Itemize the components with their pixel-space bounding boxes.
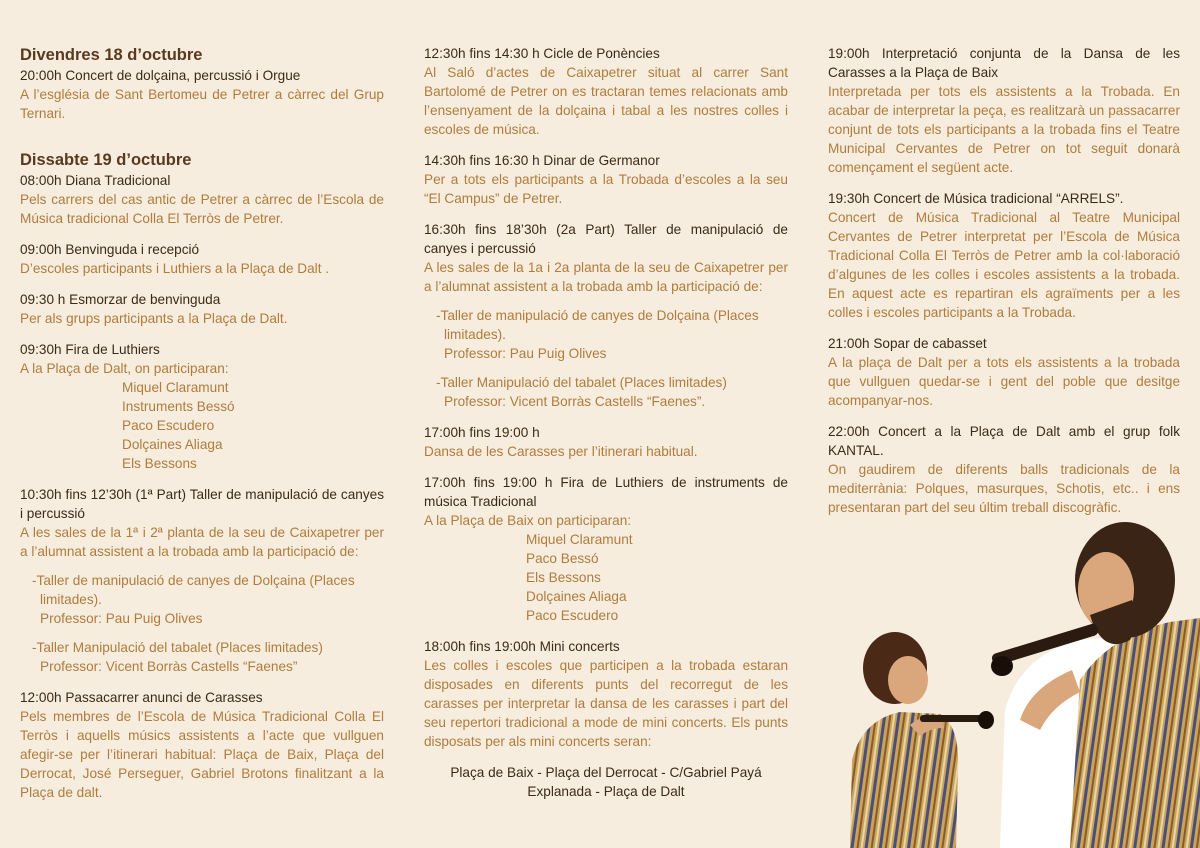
participant-list [424,530,788,625]
event-title: 09:00h Benvinguda i recepció [20,242,200,257]
event-mini-concerts [424,637,788,801]
event-workshop-part2 [424,220,788,411]
event-description: On gaudirem de diferents balls tradicionals de la mediterrània: Polques, masurques, Schotis, etc.. i ens presentaran part del seu últim treball discogràfic. [828,462,1180,515]
event-joint-dance [828,44,1180,177]
event-title: 14:30h fins 16:30 h Dinar de Germanor [424,153,660,168]
participant-list [20,378,384,473]
day-heading-saturday: Dissabte 19 d’octubre [20,151,192,169]
workshop-line: -Taller de manipulació de canyes de Dolçaina (Places [32,573,355,588]
event-description: A les sales de la 1a i 2a planta de la seu de Caixapetrer per a l’alumnat assistent a la trobada amb la participació de: [424,260,788,294]
event-description: Les colles i escoles que participen a la trobada estaran disposades en diferents punts del recorregut de les carasses per interpretar la dansa de les carasses i part del seu repertori tradicional a mode de mini concerts. Els punts disposats per als mini concerts seran: [424,658,788,749]
event-luthiers-fair [20,340,384,473]
participant-name: Paco Bessó [526,551,599,566]
workshop-professor: Professor: Pau Puig Olives [444,346,607,361]
workshop-tabalet [424,373,788,411]
participant-name: Paco Escudero [122,418,215,433]
event-title: 10:30h fins 12’30h (1ª Part) Taller de manipulació de canyes i percussió [20,487,384,521]
event-description: Pels membres de l’Escola de Música Tradicional Colla El Terròs i aquells músics assistents a l’acte que vullguen afegir-se per l’itinerari habitual: Plaça de Baix, Plaça del Derrocat, José Perseguer, Gabriel Brotons finalitzant a la Plaça de dalt. [20,709,384,800]
event-dinner [828,334,1180,410]
event-description: Dansa de les Carasses per l’itinerari habitual. [424,444,698,459]
event-organ-concert [20,66,384,123]
event-description: A les sales de la 1ª i 2ª planta de la seu de Caixapetrer per a l’alumnat assistent a la trobada amb la participació de: [20,525,384,559]
event-title: 17:00h fins 19:00 h [424,425,540,440]
event-title: 09:30h Fira de Luthiers [20,342,160,357]
participant-name: Dolçaines Aliaga [122,437,223,452]
event-title: 12:00h Passacarrer anunci de Carasses [20,690,263,705]
event-description: A la plaça de Dalt per a tots els assistents a la trobada que vullguen quedar-se i gent del poble que desitge acompanyar-nos. [828,355,1180,408]
event-title: 22:00h Concert a la Plaça de Dalt amb el grup folk KANTAL. [828,424,1180,458]
workshop-reeds [424,306,788,363]
event-description: A la Plaça de Dalt, on participaran: [20,361,229,376]
concert-points-line: Plaça de Baix - Plaça del Derrocat - C/Gabriel Payá [450,765,762,780]
event-title: 16:30h fins 18’30h (2a Part) Taller de manipulació de canyes i percussió [424,222,788,256]
event-description: Interpretada per tots els assistents a la Trobada. En acabar de interpretar la peça, es realitzarà un passacarrer conjunt de tots els participants a la trobada fins el Teatre Municipal Cervantes de Petrer on tot seguit donarà començament el següent acte. [828,84,1180,175]
event-breakfast [20,290,384,328]
workshop-reeds [20,571,384,628]
participant-name: Miquel Claramunt [526,532,633,547]
event-description: Per als grups participants a la Plaça de Dalt. [20,311,288,326]
event-lunch [424,151,788,208]
concert-points [424,763,788,801]
event-description: Concert de Música Tradicional al Teatre Municipal Cervantes de Petrer interpretat per l’Escola de Música Tradicional Colla El Terròs de Petrer amb la col·laboració d’algunes de les colles i escoles assistents a la trobada. En aquest acte es repartiran els agraïments per a les colles i escoles participants a la Trobada. [828,210,1180,320]
participant-name: Miquel Claramunt [122,380,229,395]
event-title: 19:00h Interpretació conjunta de la Dansa de les Carasses a la Plaça de Baix [828,46,1180,80]
event-description: Pels carrers del cas antic de Petrer a càrrec de l’Escola de Música tradicional Colla El Terròs de Petrer. [20,192,384,226]
event-title: 08:00h Diana Tradicional [20,173,171,188]
participant-name: Dolçaines Aliaga [526,589,627,604]
column-3 [828,44,1180,529]
event-title: 09:30 h Esmorzar de benvinguda [20,292,221,307]
boy-figure [850,632,958,848]
column-1 [20,44,384,814]
event-description: D’escoles participants i Luthiers a la Plaça de Dalt . [20,261,330,276]
event-welcome [20,240,384,278]
event-title: 19:30h Concert de Música tradicional “ARRELS”. [828,191,1124,206]
event-title: 21:00h Sopar de cabasset [828,336,987,351]
event-kantal-concert [828,422,1180,517]
workshop-professor: Professor: Pau Puig Olives [40,611,203,626]
event-arrels-concert [828,189,1180,322]
event-title: 18:00h fins 19:00h Mini concerts [424,639,620,654]
workshop-line: limitades). [444,327,506,342]
event-title: 20:00h Concert de dolçaina, percussió i Orgue [20,68,301,83]
participant-name: Paco Escudero [526,608,619,623]
participant-name: Els Bessons [122,456,197,471]
event-title: 17:00h fins 19:00 h Fira de Luthiers de instruments de música Tradicional [424,475,788,509]
workshop-line: -Taller Manipulació del tabalet (Places limitades) [436,375,727,390]
day-heading-friday: Divendres 18 d’octubre [20,46,203,64]
event-lectures [424,44,788,139]
event-diana [20,171,384,228]
event-passacarrer [20,688,384,802]
event-description: Per a tots els participants a la Trobada d’escoles a la seu “El Campus” de Petrer. [424,172,788,206]
event-title: 12:30h fins 14:30 h Cicle de Ponències [424,46,660,61]
dolcaina-players-illustration [840,520,1200,848]
workshop-professor: Professor: Vicent Borràs Castells “Faenes” [40,659,298,674]
workshop-line: -Taller Manipulació del tabalet (Places limitades) [32,640,323,655]
event-description: A l’església de Sant Bertomeu de Petrer a càrrec del Grup Ternari. [20,87,384,121]
concert-points-line: Explanada - Plaça de Dalt [527,784,685,799]
event-description: Al Saló d’actes de Caixapetrer situat al carrer Sant Bartolomé de Petrer on es tractaran temes relacionats amb l’ensenyament de la dolçaina i tabal a les nostres colles i escoles de música. [424,65,788,137]
workshop-line: limitades). [40,592,102,607]
workshop-professor: Professor: Vicent Borràs Castells “Faenes”. [444,394,706,409]
man-figure [1000,522,1200,848]
column-2 [424,44,788,813]
event-luthiers-fair-2 [424,473,788,625]
workshop-tabalet [20,638,384,676]
event-workshop-part1 [20,485,384,676]
participant-name: Instruments Bessó [122,399,235,414]
participant-name: Els Bessons [526,570,601,585]
event-carasses-dance [424,423,788,461]
event-description: A la Plaça de Baix on participaran: [424,513,632,528]
workshop-line: -Taller de manipulació de canyes de Dolçaina (Places [436,308,759,323]
